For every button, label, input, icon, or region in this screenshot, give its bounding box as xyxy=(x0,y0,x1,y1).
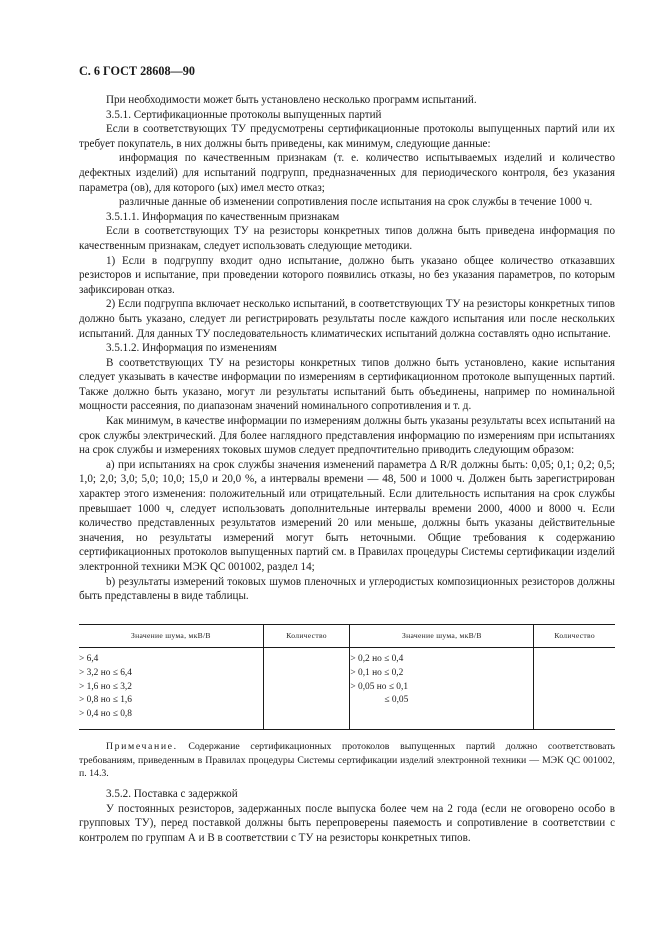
table-cell: > 1,6 но ≤ 3,2 xyxy=(79,681,132,692)
table-cell: > 0,4 но ≤ 0,8 xyxy=(79,709,132,720)
paragraph: Если в соответствующих ТУ предусмотрены сертификационные протоколы выпущенных партий или их требует покупатель, в них должны быть приведены, как минимум, следующие данные: xyxy=(79,123,615,150)
list-item-b: b) результаты измерений токовых шумов пленочных и углеродистых композиционных резисторов должны быть представлены в виде таблицы. xyxy=(79,575,615,603)
column-header: Количество xyxy=(534,625,615,648)
table-cell: > 6,4 xyxy=(79,654,99,664)
note-text: Содержание сертификационных протоколов выпущенных партий должно соответствовать требованиям, приведенным в Правилах процедуры Системы сертификации изделий электронной техники — МЭК QC 001002, п. 14.3. xyxy=(79,741,615,780)
note-label: Примечание. xyxy=(106,741,178,752)
paragraph: информация по качественным признакам (т. е. количество испытываемых изделий и количество дефектных изделий) для испытаний подгрупп, предназначенных для периодического контроля, без указания параметра (ов), для которого (ых) имел место отказ; xyxy=(79,152,615,194)
paragraph: У постоянных резисторов, задержанных после выпуска более чем на 2 года (если не оговорено особо в групповых ТУ), перед поставкой должны быть перепроверены паяемость и сопротивление в соответствии с контролем по группам А и В в соответствии с ТУ на резисторы конкретных типов. xyxy=(79,802,615,844)
table-row xyxy=(79,648,615,730)
table-cell: > 0,8 но ≤ 1,6 xyxy=(79,695,132,706)
paragraph: При необходимости может быть установлено несколько программ испытаний. xyxy=(106,94,477,106)
list-item-2: 2) Если подгруппа включает несколько испытаний, в соответствующих ТУ на резисторы конкретных типов должно быть указано, следует ли регистрировать результаты после каждого испытания или после нескольких испытаний. Для данных ТУ последовательность климатических испытаний должна составлять одно испытание. xyxy=(79,298,615,340)
paragraph: различные данные об изменении сопротивления после испытания на срок службы в течение 1000 ч. xyxy=(119,196,593,209)
table-cell: > 0,1 но ≤ 0,2 xyxy=(350,667,404,678)
table-cell: ≤ 0,05 xyxy=(384,695,409,706)
section-heading-3-5-2: 3.5.2. Поставка с задержкой xyxy=(106,788,238,800)
section-heading-3-5-1-1: 3.5.1.1. Информация по качественным признакам xyxy=(106,210,340,223)
section-heading-3-5-1-2: 3.5.1.2. Информация по изменениям xyxy=(106,342,277,355)
table-cell: > 3,2 но ≤ 6,4 xyxy=(79,667,132,678)
note-block xyxy=(79,740,615,781)
section-heading-3-5-1: 3.5.1. Сертификационные протоколы выпущенных партий xyxy=(106,108,382,121)
list-item-a: а) при испытаниях на срок службы значения изменений параметра Δ R/R должны быть: 0,05; 0,1; 0,2; 0,5; 1,0; 2,0; 3,0; 5,0; 10,0; 15,0 и 20,0 %, а интервалы времени — 48, 500 и 1000 ч. Должен быть зарегистрирован характер этого изменения: положительный или отрицательный. Если длительность испытания на срок службы превышает 1000 ч, следует использовать дополнительные интервалы времени 2000, 4000 и 8000 ч. Если количество представленных результатов измерений 20 или меньше, должны быть указаны действительные значения, но результаты измерений могут быть неточными. Общие требования к содержанию сертификационных протоколов выпущенных партий см. в Правилах процедуры Системы сертификации изделий электронной техники МЭК QC 001002, раздел 14; xyxy=(79,458,615,573)
table-cell: > 0,2 но ≤ 0,4 xyxy=(350,654,404,664)
noise-values-right xyxy=(350,648,534,730)
table-cell: > 0,05 но ≤ 0,1 xyxy=(350,681,409,692)
section-3-5-2 xyxy=(79,787,615,845)
column-header: Количество xyxy=(263,625,350,648)
noise-values-left xyxy=(79,648,263,730)
paragraph: Как минимум, в качестве информации по измерениям должны быть указаны результаты всех испытаний на срок службы электрический. Для более наглядного представления информацию по измерениям при испытаниях на срок службы и измерениях токовых шумов следует предпочтительно приводить следующим образом: xyxy=(79,415,615,457)
body-text xyxy=(79,93,615,604)
list-item-1: 1) Если в подгруппу входит одно испытание, должно быть указано общее количество отказавших резисторов и испытание, при проведении которого появились отказы, но без указания параметров, по которым зафиксирован отказ. xyxy=(79,254,615,296)
paragraph: Если в соответствующих ТУ на резисторы конкретных типов должна быть приведена информация по качественным признакам, следует использовать следующие методики. xyxy=(79,225,615,252)
column-header: Значение шума, мкВ/В xyxy=(79,625,263,648)
count-cell-left xyxy=(263,648,350,730)
table-header-row xyxy=(79,625,615,648)
paragraph: В соответствующих ТУ на резисторы конкретных типов должно быть установлено, какие испытания следует указывать в качестве информации по измерениям в сертификационном протоколе выпущенных партий. Также должно быть указано, могут ли результаты испытаний быть объединены, например по номинальной мощности рассеяния, по диапазонам значений номинального сопротивления и т. д. xyxy=(79,356,615,413)
count-cell-right xyxy=(534,648,615,730)
page-header: С. 6 ГОСТ 28608—90 xyxy=(79,64,195,78)
note-paragraph xyxy=(79,740,615,781)
noise-table xyxy=(79,624,615,730)
column-header: Значение шума, мкВ/В xyxy=(350,625,534,648)
